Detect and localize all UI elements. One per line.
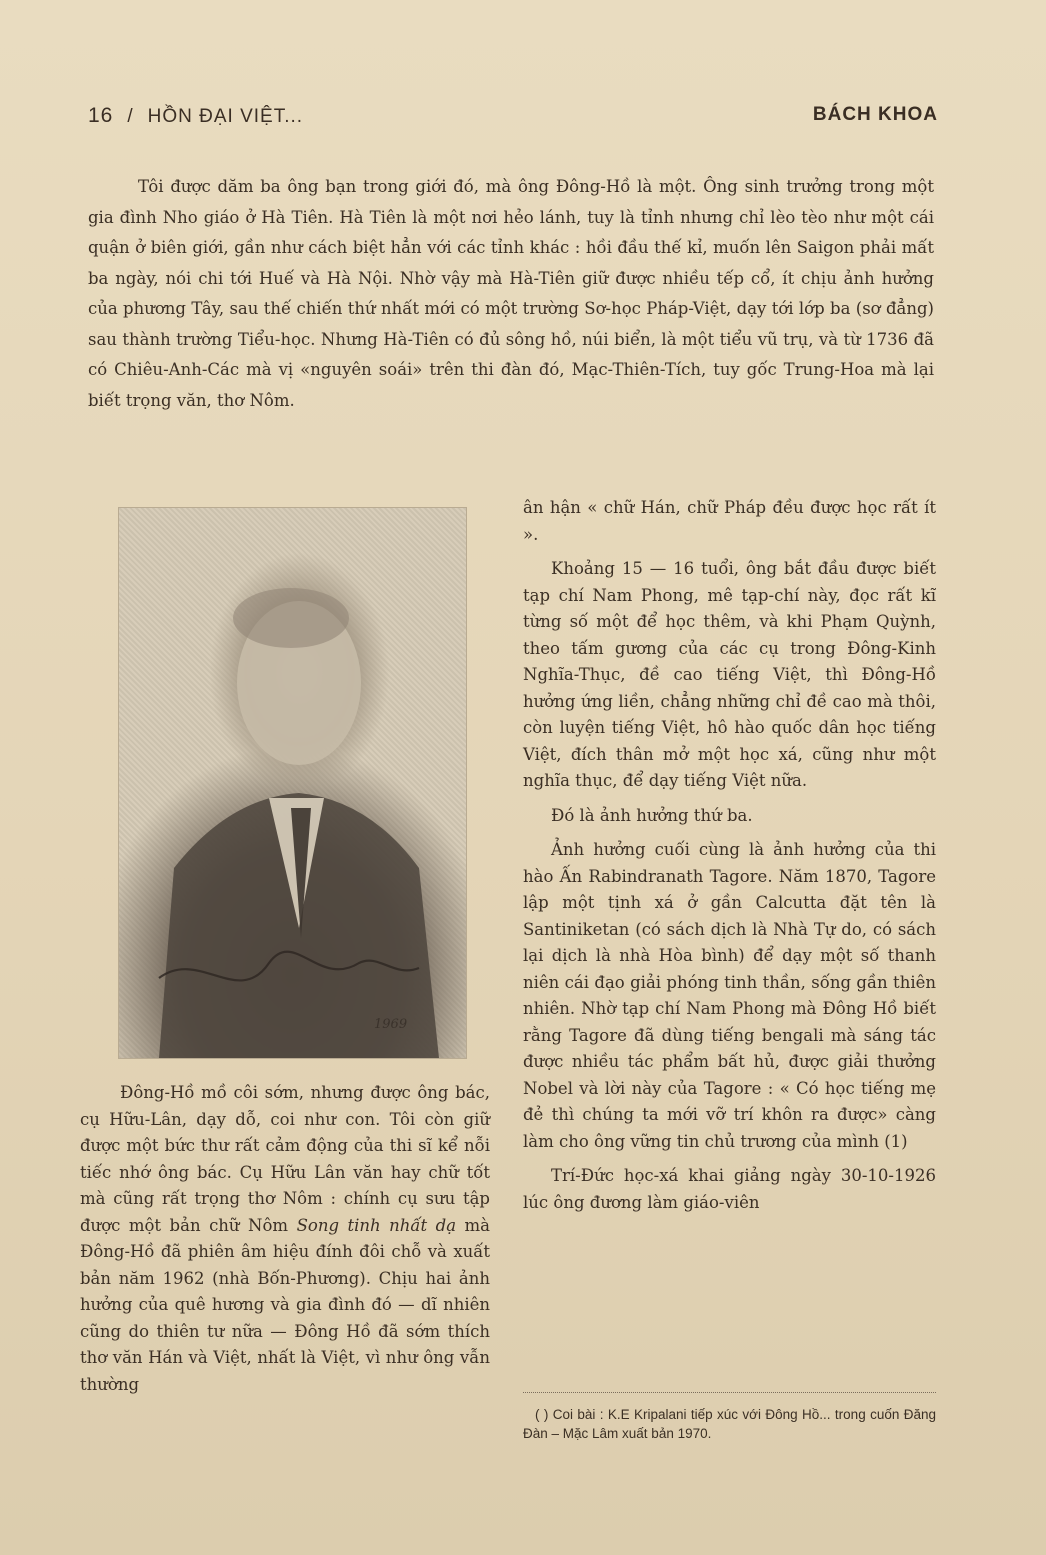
- footnote-text: ( ) Coi bài : K.E Kripalani tiếp xúc với Đông Hồ... trong cuốn Đăng Đàn – Mặc Lâm xuất bản 1970.: [523, 1407, 936, 1441]
- right-paragraph-3: Ảnh hưởng cuối cùng là ảnh hưởng của thi hào Ấn Rabindranath Tagore. Năm 1870, Tagore lập một tịnh xá ở gần Calcutta đặt tên là Santiniketan (có sách dịch là Nhà Tự do, có sách lại dịch là nhà Hòa bình) để dạy một số thanh niên cái đạo giải phóng tinh thần, sống gần thiên nhiên. Nhờ tạp chí Nam Phong mà Đông Hồ biết rằng Tagore đã dùng tiếng bengali mà sáng tác được nhiều tác phẩm bất hủ, được giải thưởng Nobel và lời này của Tagore : « Có học tiếng mẹ đẻ thì chúng ta mới vỡ trí khôn ra được» càng làm cho ông vững tin chủ trương của mình (1): [523, 840, 936, 1151]
- portrait-photo: [118, 507, 467, 1059]
- header-separator: /: [127, 106, 134, 127]
- intro-section: [88, 172, 934, 416]
- intro-paragraph: Tôi được dăm ba ông bạn trong giới đó, mà ông Đông-Hồ là một. Ông sinh trưởng trong một gia đình Nho giáo ở Hà Tiên. Hà Tiên là một nơi hẻo lánh, tuy là tỉnh nhưng chỉ lèo tèo như một cái quận ở biên giới, gần như cách biệt hẳn với các tỉnh khác : hồi đầu thế kỉ, muốn lên Saigon phải mất ba ngày, nói chi tới Huế và Hà Nội. Nhờ vậy mà Hà-Tiên giữ được nhiều tếp cổ, ít chịu ảnh hưởng của phương Tây, sau thế chiến thứ nhất mới có một trường Sơ-học Pháp-Việt, dạy tới lớp ba (sơ đẳng) sau thành trường Tiểu-học. Nhưng Hà-Tiên có đủ sông hồ, núi biển, là một tiểu vũ trụ, và từ 1736 đã có Chiêu-Anh-Các mà vị «nguyên soái» trên thi đàn đó, Mạc-Thiên-Tích, tuy gốc Trung-Hoa mà lại biết trọng văn, thơ Nôm.: [88, 177, 934, 410]
- left-paragraph-part-b: mà Đông-Hồ đã phiên âm hiệu đính đôi chỗ và xuất bản năm 1962 (nhà Bốn-Phương). Chịu hai ảnh hưởng của quê hương và gia đình đó — dĩ nhiên cũng do thiên tư nữa — Đông Hồ đã sớm thích thơ văn Hán và Việt, nhất là Việt, vì như ông vẫn thường: [80, 1215, 491, 1394]
- right-paragraph-0: ân hận « chữ Hán, chữ Pháp đều được học rất ít ».: [523, 498, 936, 544]
- portrait-drawing: [119, 508, 466, 1058]
- footnote: [523, 1392, 936, 1443]
- left-paragraph: [80, 1080, 490, 1398]
- signature-year: 1969: [374, 1017, 408, 1032]
- page-header: [88, 100, 938, 132]
- right-paragraph-1: Khoảng 15 — 16 tuổi, ông bắt đầu được biết tạp chí Nam Phong, mê tạp-chí này, đọc rất kĩ từng số một để học thêm, và khi Phạm Quỳnh, theo tấm gương của các cụ trong Đông-Kinh Nghĩa-Thục, đề cao tiếng Việt, thì Đông-Hồ hưởng ứng liền, chẳng những chỉ đề cao mà thôi, còn luyện tiếng Việt, hô hào quốc dân học tiếng Việt, đích thân mở một học xá, cũng như một nghĩa thục, để dạy tiếng Việt nữa.: [523, 559, 936, 790]
- right-column: [523, 495, 936, 1224]
- magazine-name: BÁCH KHOA: [812, 104, 938, 125]
- book-title: Song tinh nhất dạ: [296, 1215, 457, 1235]
- page-number: 16: [88, 104, 114, 127]
- right-paragraph-2: Đó là ảnh hưởng thứ ba.: [551, 805, 753, 825]
- left-paragraph-part-a: Đông-Hồ mồ côi sớm, nhưng được ông bác, cụ Hữu-Lân, dạy dỗ, coi như con. Tôi còn giữ được một bức thư rất cảm động của thi sĩ kể nỗi tiếc nhớ ông bác. Cụ Hữu Lân văn hay chữ tốt mà cũng rất trọng thơ Nôm : chính cụ sưu tập được một bản chữ Nôm: [80, 1083, 490, 1235]
- right-paragraph-4: Trí-Đức học-xá khai giảng ngày 30-10-1926 lúc ông đương làm giáo-viên: [523, 1166, 936, 1212]
- header-left: [88, 104, 303, 128]
- section-title: HỒN ĐẠI VIỆT...: [147, 106, 304, 127]
- left-column: [80, 1080, 490, 1398]
